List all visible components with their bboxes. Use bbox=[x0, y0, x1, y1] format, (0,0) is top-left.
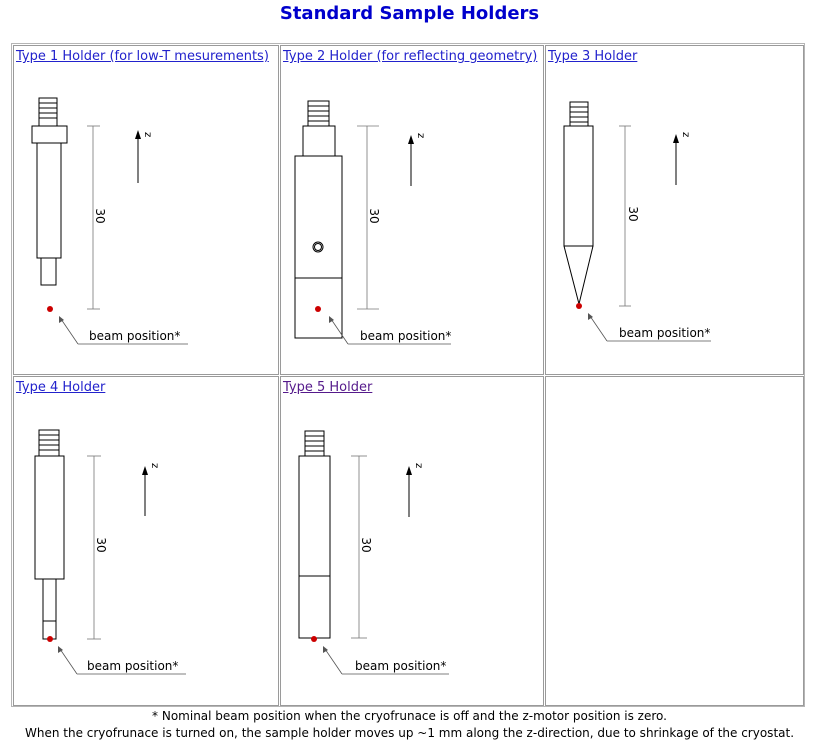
type-5-holder-drawing bbox=[281, 377, 543, 705]
axis-label: z bbox=[413, 463, 424, 469]
holder-cell-type-1 bbox=[13, 45, 279, 375]
axis-label: z bbox=[142, 132, 153, 138]
holder-cell-type-4 bbox=[13, 376, 279, 706]
beam-position-label: beam position* bbox=[87, 659, 179, 673]
type-1-holder-link[interactable]: Type 1 Holder (for low-T mesurements) bbox=[16, 49, 269, 64]
dimension-label: 30 bbox=[626, 206, 640, 222]
holder-cell-type-5 bbox=[280, 376, 544, 706]
holders-table bbox=[11, 43, 805, 707]
z-arrow-icon bbox=[408, 135, 414, 144]
beam-position-label: beam position* bbox=[619, 326, 711, 340]
holder-cell-type-3 bbox=[545, 45, 804, 375]
beam-position-label: beam position* bbox=[89, 329, 181, 343]
type-1-holder-drawing bbox=[14, 46, 278, 374]
footnote-line-1: * Nominal beam position when the cryofrunace is off and the z-motor position is zero. bbox=[152, 709, 667, 723]
page-title: Standard Sample Holders bbox=[279, 3, 540, 24]
type-2-holder-drawing bbox=[281, 46, 543, 374]
type-4-holder-link[interactable]: Type 4 Holder bbox=[16, 380, 106, 395]
beam-position-dot bbox=[576, 303, 582, 309]
type-5-holder-link[interactable]: Type 5 Holder bbox=[283, 380, 373, 395]
dimension-label: 30 bbox=[359, 537, 373, 553]
holder-cell-type-2 bbox=[280, 45, 544, 375]
beam-position-dot bbox=[47, 636, 53, 642]
z-arrow-icon bbox=[135, 130, 141, 139]
beam-position-dot bbox=[315, 306, 321, 312]
type-3-holder-drawing bbox=[546, 46, 803, 374]
type-3-holder-link[interactable]: Type 3 Holder bbox=[548, 49, 638, 64]
type-4-holder-drawing bbox=[14, 377, 278, 705]
dimension-label: 30 bbox=[93, 208, 107, 224]
z-arrow-icon bbox=[406, 466, 412, 475]
beam-position-dot bbox=[311, 636, 317, 642]
empty-cell bbox=[545, 376, 804, 706]
beam-position-dot bbox=[47, 306, 53, 312]
type-2-holder-link[interactable]: Type 2 Holder (for reflecting geometry) bbox=[283, 49, 538, 64]
axis-label: z bbox=[149, 463, 160, 469]
axis-label: z bbox=[680, 132, 691, 138]
dimension-label: 30 bbox=[367, 208, 381, 224]
beam-position-label: beam position* bbox=[355, 659, 447, 673]
z-arrow-icon bbox=[142, 466, 148, 475]
axis-label: z bbox=[415, 133, 426, 139]
beam-position-label: beam position* bbox=[360, 329, 452, 343]
dimension-label: 30 bbox=[94, 537, 108, 553]
z-arrow-icon bbox=[673, 134, 679, 143]
footnote-line-2: When the cryofrunace is turned on, the sample holder moves up ~1 mm along the z-direction, due to shrinkage of the cryostat. bbox=[24, 726, 795, 740]
